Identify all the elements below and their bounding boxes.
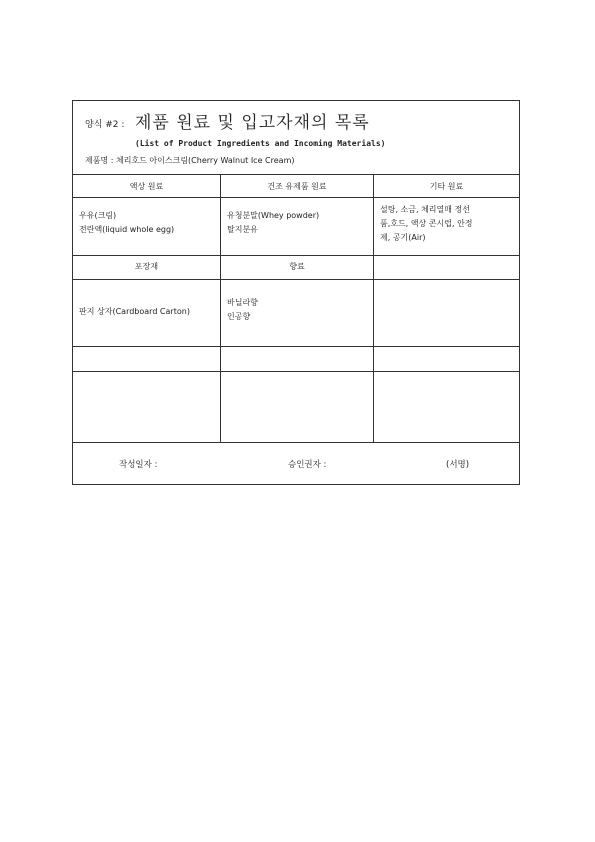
form-number: 양식 #2 :: [85, 120, 125, 130]
header-other: 기타 원료: [429, 182, 464, 191]
row-divider: [73, 197, 519, 198]
dry-dairy-ingredients: [227, 209, 319, 237]
col-divider: [220, 175, 221, 442]
list-item: 설탕, 소금, 체리열매 정선: [380, 205, 470, 214]
header-packaging: 포장재: [134, 262, 159, 271]
row-divider: [73, 279, 519, 280]
author-date-label: 작성일자 :: [119, 460, 158, 470]
row-divider: [73, 371, 519, 372]
other-ingredients: [380, 203, 473, 245]
approver-label: 승인권자 :: [288, 460, 327, 470]
product-name: 제품명 : 체리호드 아이스크림(Cherry Walnut Ice Cream): [85, 156, 295, 165]
liquid-ingredients: [79, 209, 174, 237]
row-divider: [73, 346, 519, 347]
list-item: 탈지분유: [227, 225, 258, 234]
ingredient-list-form: [72, 100, 520, 485]
header-dry-dairy: 건조 유제품 원료: [267, 182, 327, 191]
list-item: 인공향: [227, 312, 251, 321]
list-item: 제, 공기(Air): [380, 233, 426, 242]
list-item: 전란액(liquid whole egg): [79, 225, 175, 234]
row-divider: [73, 255, 519, 256]
list-item: 바닐라향: [227, 298, 258, 307]
signature-label: (서명): [446, 460, 470, 470]
list-item: 우유(크림): [79, 211, 117, 220]
list-item: 품,호드, 액상 콘시럽, 안정: [380, 219, 473, 228]
col-divider: [373, 175, 374, 442]
form-subtitle: (List of Product Ingredients and Incoming Materials): [135, 139, 386, 148]
row-divider: [73, 442, 519, 443]
flavor-materials: [227, 296, 258, 324]
form-title: 제품 원료 및 입고자재의 목록: [135, 113, 370, 133]
list-item: 판지 상자(Cardboard Carton): [79, 307, 190, 316]
form-header: [73, 101, 519, 175]
header-flavor: 향료: [289, 262, 305, 271]
packaging-materials: [79, 305, 190, 319]
list-item: 유청분말(Whey powder): [227, 211, 320, 220]
header-liquid: 액상 원료: [129, 182, 164, 191]
